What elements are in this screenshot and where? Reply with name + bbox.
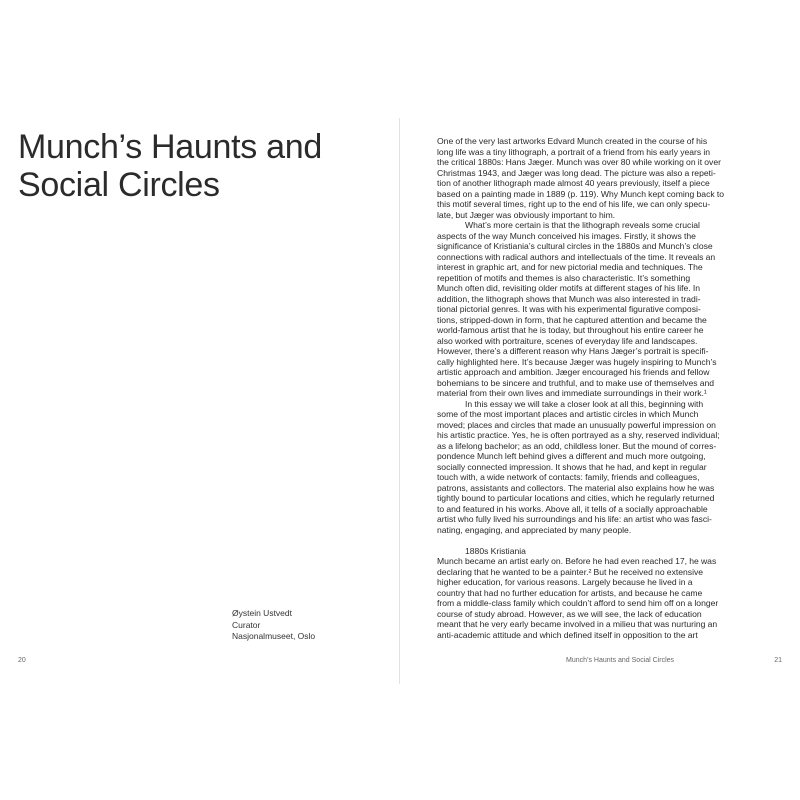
text-line: to and featured in his works. Above all, it tells of a socially approachable	[437, 503, 708, 514]
text-line: One of the very last artworks Edvard Munch created in the course of his	[437, 136, 708, 146]
text-line: meant that he very early became involved in a milieu that was nurturing an	[437, 619, 718, 629]
paragraph-4	[437, 556, 780, 640]
chapter-title	[18, 128, 378, 204]
text-line: aspects of the way Munch conceived his images. Firstly, it shows the	[437, 230, 696, 241]
body-text	[437, 136, 780, 640]
author-name: Øystein Ustvedt	[232, 608, 292, 618]
text-line: from a middle-class family which couldn’t afford to send him off on a longer	[437, 598, 719, 608]
text-line: Munch often did, revisiting older motifs at different stages of his life. In	[437, 283, 701, 293]
text-line: tional pictorial genres. It was with his experimental figurative composi-	[437, 304, 701, 314]
text-line: However, there’s a different reason why Hans Jæger’s portrait is specifi-	[437, 346, 709, 356]
text-line: tions, stripped-down in form, that he captured attention and became the	[437, 314, 707, 325]
text-line: as a lifelong bachelor; as an odd, childless loner. But the mound of corres-	[437, 440, 717, 451]
text-line: addition, the lithograph shows that Munch was also interested in tradi-	[437, 293, 701, 304]
text-line: Christmas 1943, and Jæger was long dead. The picture was also a repeti-	[437, 167, 716, 178]
paragraph-3	[437, 399, 780, 536]
text-line: socially connected impression. It shows that he had, and kept in regular	[437, 461, 707, 472]
text-line: tightly bound to particular locations and cities, which he regularly returned	[437, 493, 715, 503]
text-line: world-famous artist that he is today, but throughout his entire career he	[437, 325, 704, 335]
text-line: cally highlighted here. It’s because Jæger was hugely inspiring to Munch’s	[437, 356, 717, 367]
section-gap	[437, 535, 780, 546]
text-line: patrons, assistants and collectors. The material also explains how he was	[437, 482, 715, 493]
paragraph-2	[437, 220, 780, 399]
text-line: Munch became an artist early on. Before he had even reached 17, he was	[437, 556, 717, 566]
text-line: long life was a tiny lithograph, a portrait of a friend from his early years in	[437, 146, 711, 157]
page-gutter	[399, 118, 400, 684]
text-line: pondence Munch left behind gives a different and much more outgoing,	[437, 451, 706, 461]
paragraph-1	[437, 136, 780, 220]
chapter-title-line: Social Circles	[18, 166, 220, 204]
text-line: In this essay we will take a closer look at all this, beginning with	[465, 398, 704, 409]
text-line: his artistic practice. Yes, he is often portrayed as a shy, reserved individual;	[437, 430, 720, 440]
text-line: tion of another lithograph made almost 40 years previously, itself a piece	[437, 178, 710, 188]
section-subheading: 1880s Kristiania	[465, 545, 526, 556]
text-line: based on a painting made in 1889 (p. 119). Why Munch kept coming back to	[437, 188, 725, 199]
page-number-left: 20	[18, 657, 26, 664]
page-number-right: 21	[774, 657, 782, 664]
text-line: repetition of motifs and themes is also characteristic. It’s something	[437, 272, 691, 283]
text-line: this motif several times, right up to the end of his life, we can only specu-	[437, 199, 711, 209]
chapter-title-line: Munch’s Haunts and	[18, 128, 322, 166]
text-line: the critical 1880s: Hans Jæger. Munch was over 80 while working on it over	[437, 157, 721, 167]
author-role: Curator	[232, 619, 261, 630]
text-line: higher education, for various reasons. Largely because he lived in a	[437, 577, 693, 587]
text-line: What’s more certain is that the lithograph reveals some crucial	[465, 220, 700, 230]
author-institution: Nasjonalmuseet, Oslo	[232, 631, 316, 641]
text-line: interest in graphic art, and for new pictorial media and techniques. The	[437, 262, 703, 272]
text-line: nating, engaging, and appreciated by many people.	[437, 524, 632, 535]
author-byline	[232, 608, 315, 643]
text-line: touch with, a wide network of contacts: family, friends and colleagues,	[437, 472, 700, 482]
text-line: material from their own lives and immediate surroundings in their work.¹	[437, 388, 707, 398]
text-line: declaring that he wanted to be a painter.² But he received no extensive	[437, 566, 704, 577]
text-line: country that had no further education for artists, and because he came	[437, 587, 703, 598]
text-line: connections with radical authors and intellectuals of the time. It reveals an	[437, 251, 716, 262]
text-line: course of study abroad. However, as we will see, the lack of education	[437, 608, 702, 619]
running-footer: Munch’s Haunts and Social Circles	[566, 657, 675, 664]
text-line: anti-academic attitude and which defined itself in opposition to the art	[437, 629, 698, 640]
text-line: bohemians to be sincere and truthful, and to make use of themselves and	[437, 377, 715, 388]
text-line: artistic approach and ambition. Jæger encouraged his friends and fellow	[437, 367, 710, 377]
text-line: artist who fully lived his surroundings and his life: an artist who was fasci-	[437, 514, 712, 524]
text-line: moved; places and circles that made an unusually powerful impression on	[437, 419, 716, 430]
text-line: some of the most important places and artistic circles in which Munch	[437, 409, 699, 419]
text-line: also worked with portraiture, scenes of everyday life and landscapes.	[437, 335, 698, 346]
text-line: significance of Kristiania’s cultural circles in the 1880s and Munch’s close	[437, 241, 713, 251]
text-line: late, but Jæger was obviously important to him.	[437, 209, 616, 220]
